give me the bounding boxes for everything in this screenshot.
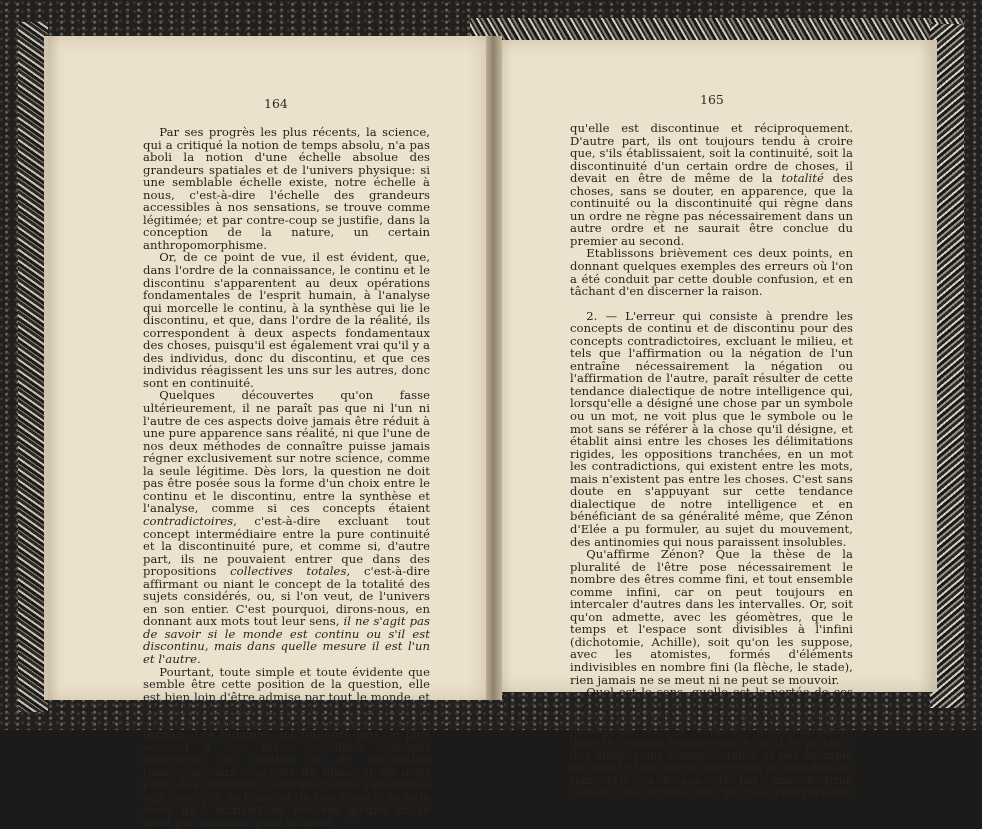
right-page-number: 165: [700, 92, 724, 107]
text-run: (analogues aux concepts de blanc et de non-blanc), de telle sorte qu'il suffirait de prouver qu'une chose n'est pas continue pour prouver: [143, 777, 430, 829]
text-run: Or, de ce point de vue, il est évident, que, dans l'ordre de la connaissance, le continu et le discontinu s'apparentent au deux opérations fondamentales de l'esprit humain, à l'analyse qui morcelle le continu, à la synthèse qui lie le discontinu, et que, dans l'ordre de la réalité, ils correspondent à deux aspects fondamentaux des choses, puisqu'il est également vrai qu'il y a des individus, donc du discontinu, et que ces individus réagissent les uns sur les autres, donc sont en continuité.: [143, 250, 430, 390]
text-run: des choses, sans se douter, en apparence, que la continuité ou la discontinuité qui règne dans un ordre ne règne pas nécessairement dans un autre ordre et ne saurait être conclue du premier au second.: [570, 171, 853, 248]
italic-text: contradictoires: [267, 777, 358, 792]
italic-text: contraires: [143, 752, 204, 767]
text-run: Etablissons brièvement ces deux points, en donnant quelques exemples des erreurs où l'on a été conduit par cette double confusion, et en tâchant d'en discerner la raison.: [570, 246, 853, 299]
text-run: , c'est-à-dire excluant tout concept intermédiaire entre la pure continuité et la discontinuité pure, et comme si, d'autre part, ils ne pouvaient entrer que dans des propositions: [143, 513, 430, 579]
paragraph: [570, 122, 853, 247]
text-run: Quel est le sens, quelle est la portée de ces arguments? Il est évident, d'abord, que le mouvement, s'il est réel, exclut le continu: [570, 685, 853, 725]
paragraph: [570, 247, 853, 297]
text-run: Quelques découvertes qu'on fasse ultérieurement, il ne paraît pas que ni l'un ni l'autre de ces aspects doive jamais être réduit à une pure apparence sans réalité, ni que l'une de nos deux méthodes de connaître puisse jamais régner exclusivement sur notre science, comme la seule légitime. Dès lors, la question ne doit pas être posée sous la forme d'un choix entre le continu et le discontinu, entre la synthèse et l'analyse, comme si ces concepts étaient: [143, 388, 430, 516]
left-page-number: 164: [264, 96, 288, 111]
paragraph: [570, 548, 853, 686]
text-run: Par ses progrès les plus récents, la science, qui a critiqué la notion de temps absolu, n'a pas aboli la notion d'une échelle absolue des grandeurs spatiales et de l'univers physique: si une semblable échelle existe, notre échelle à nous, c'est-à-dire l'échelle des grandeurs accessibles à nos sensations, se trouve comme légitimée; et par contre-coup se justifie, dans la conception de la nature, un certain anthropomorphisme.: [143, 125, 430, 252]
italic-text: homogène: [570, 722, 632, 737]
italic-text: contradictoires: [143, 513, 234, 528]
text-run: de continu et de discontinu (analogues aux concepts de blanc et de noir) pour des concepts: [143, 752, 430, 792]
right-page-body: [570, 122, 853, 799]
paragraph: [143, 126, 430, 251]
text-run: Pourtant, toute simple et toute évidente que semble être cette position de la question, elle est bien loin d'être admise par tout le monde, et il est très certain qu'au cours de l'histoire la question n'a presque jamais été posée en ces termes. Les hommes ont toujours pris, le plus souvent à leur insu, les deux concepts: [143, 664, 430, 754]
text-run: qu'elle est discontinue et réciproquement. D'autre part, ils ont toujours tendu à croire que, s'ils établissaient, soit la continuité, soit la discontinuité d'un certain ordre de choses, il devait en être de même de la: [570, 121, 853, 186]
italic-text: collectives totales: [230, 564, 347, 579]
text-run: , c'est-à-dire affirmant ou niant le concept de la totalité des sujets considérés, ou, si l'on veut, de l'univers en son entier. C'est pourquoi, dirons-nous, en donnant aux mots tout leur sens,: [143, 564, 430, 629]
paragraph: [143, 666, 430, 829]
text-run: Qu'affirme Zénon? Que la thèse de la pluralité de l'être pose nécessairement le nombre des êtres comme fini, et tout ensemble comme infini, car on peut toujours en intercaler d'autres dans les intervalles. Or, soit qu'on admette, avec les géomètres, que le temps et l'espace sont divisibles à l'infini (dichotomie, Achille), soit qu'on les suppose, avec les atomistes, formés d'éléments indivisibles en nombre fini (la flèche, le stade), rien jamais ne se meut ni ne peut se mouvoir.: [570, 547, 853, 687]
paragraph: [570, 310, 853, 548]
italic-text: il ne s'agit pas de savoir si le monde est continu ou s'il est discontinu, mais dans quelle mesure il est l'un et l'autre.: [143, 614, 430, 666]
left-page-body: [143, 126, 430, 829]
paragraph: [570, 686, 853, 799]
book-gutter: [486, 36, 502, 700]
text-run: 2. — L'erreur qui consiste à prendre les concepts de continu et de discontinu pour des concepts contradictoires, excluant le milieu, et tels que l'affirmation ou la négation de l'un entraîne nécessairement la négation ou l'affirmation de l'autre, paraît résulter de cette tendance dialectique de notre intelligence qui, lorsqu'elle a désigné une chose par un symbole ou un mot, ne voit plus que le symbole ou le mot sans se référer à la chose qu'il désigne, et établit ainsi entre les choses les délimitations rigides, les oppositions tranchées, en un mot les contradictions, qui existent entre les mots, mais n'existent pas entre les choses. C'est sans doute en s'appuyant sur cette tendance dialectique de notre intelligence et en bénéficiant de sa généralité même, que Zénon d'Elée a pu formuler, au sujet du mouvement, des antinomies qui nous paraissent insolubles.: [570, 308, 853, 549]
text-run: , car il suppose nécessairement, dans le continu temps-espace où il se produit, des distinctions fondamentales, et par exemple un avant et un après, successifs ou simultanés, temporels ou locaux: de fait, une doctrine comme celle d'Héraclite, qui pose l'universalité: [570, 722, 853, 800]
paragraph: [143, 251, 430, 389]
paragraph: [143, 389, 430, 665]
italic-text: totalité: [781, 171, 824, 186]
